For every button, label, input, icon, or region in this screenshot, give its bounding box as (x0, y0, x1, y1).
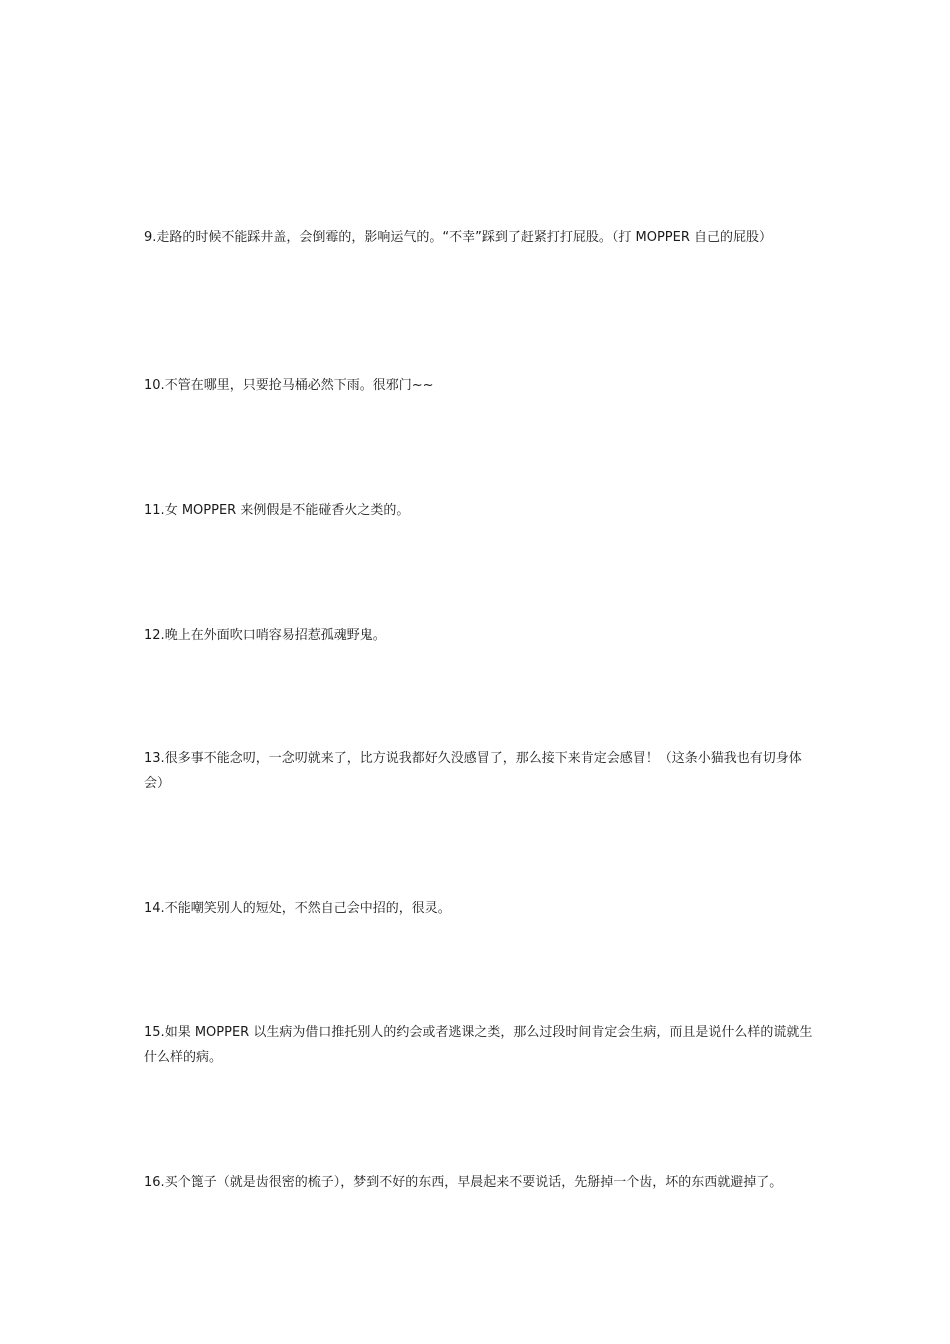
item-number: 11. (144, 503, 165, 518)
list-item (144, 225, 820, 250)
item-text: 买个篦子（就是齿很密的梳子），梦到不好的东西，早晨起来不要说话，先掰掉一个齿，坏的东西就避掉了。 (164, 1175, 783, 1190)
list-item (144, 373, 820, 398)
item-number: 12. (144, 628, 165, 643)
list-item (144, 498, 820, 523)
item-text: 女 MOPPER 来例假是不能碰香火之类的。 (164, 503, 410, 518)
list-item (144, 623, 820, 648)
list-item (144, 746, 820, 796)
list-item (144, 896, 820, 921)
item-number: 16. (144, 1175, 165, 1190)
item-text: 很多事不能念叨，一念叨就来了，比方说我都好久没感冒了，那么接下来肯定会感冒！（这条小猫我也有切身体会） (144, 751, 802, 791)
item-text: 晚上在外面吹口哨容易招惹孤魂野鬼。 (164, 628, 386, 643)
list-item (144, 1170, 820, 1195)
item-text: 如果 MOPPER 以生病为借口推托别人的约会或者逃课之类，那么过段时间肯定会生病，而且是说什么样的谎就生什么样的病。 (144, 1025, 813, 1065)
item-number: 9. (144, 230, 157, 245)
item-number: 14. (144, 901, 165, 916)
item-text: 走路的时候不能踩井盖，会倒霉的，影响运气的。“不幸”踩到了赶紧打打屁股。（打 MOPPER 自己的屁股） (156, 230, 773, 245)
item-number: 13. (144, 751, 165, 766)
item-number: 10. (144, 378, 165, 393)
list-item (144, 1020, 820, 1070)
item-text: 不管在哪里，只要抢马桶必然下雨。很邪门~~ (164, 378, 434, 393)
item-number: 15. (144, 1025, 165, 1040)
item-text: 不能嘲笑别人的短处，不然自己会中招的，很灵。 (164, 901, 451, 916)
